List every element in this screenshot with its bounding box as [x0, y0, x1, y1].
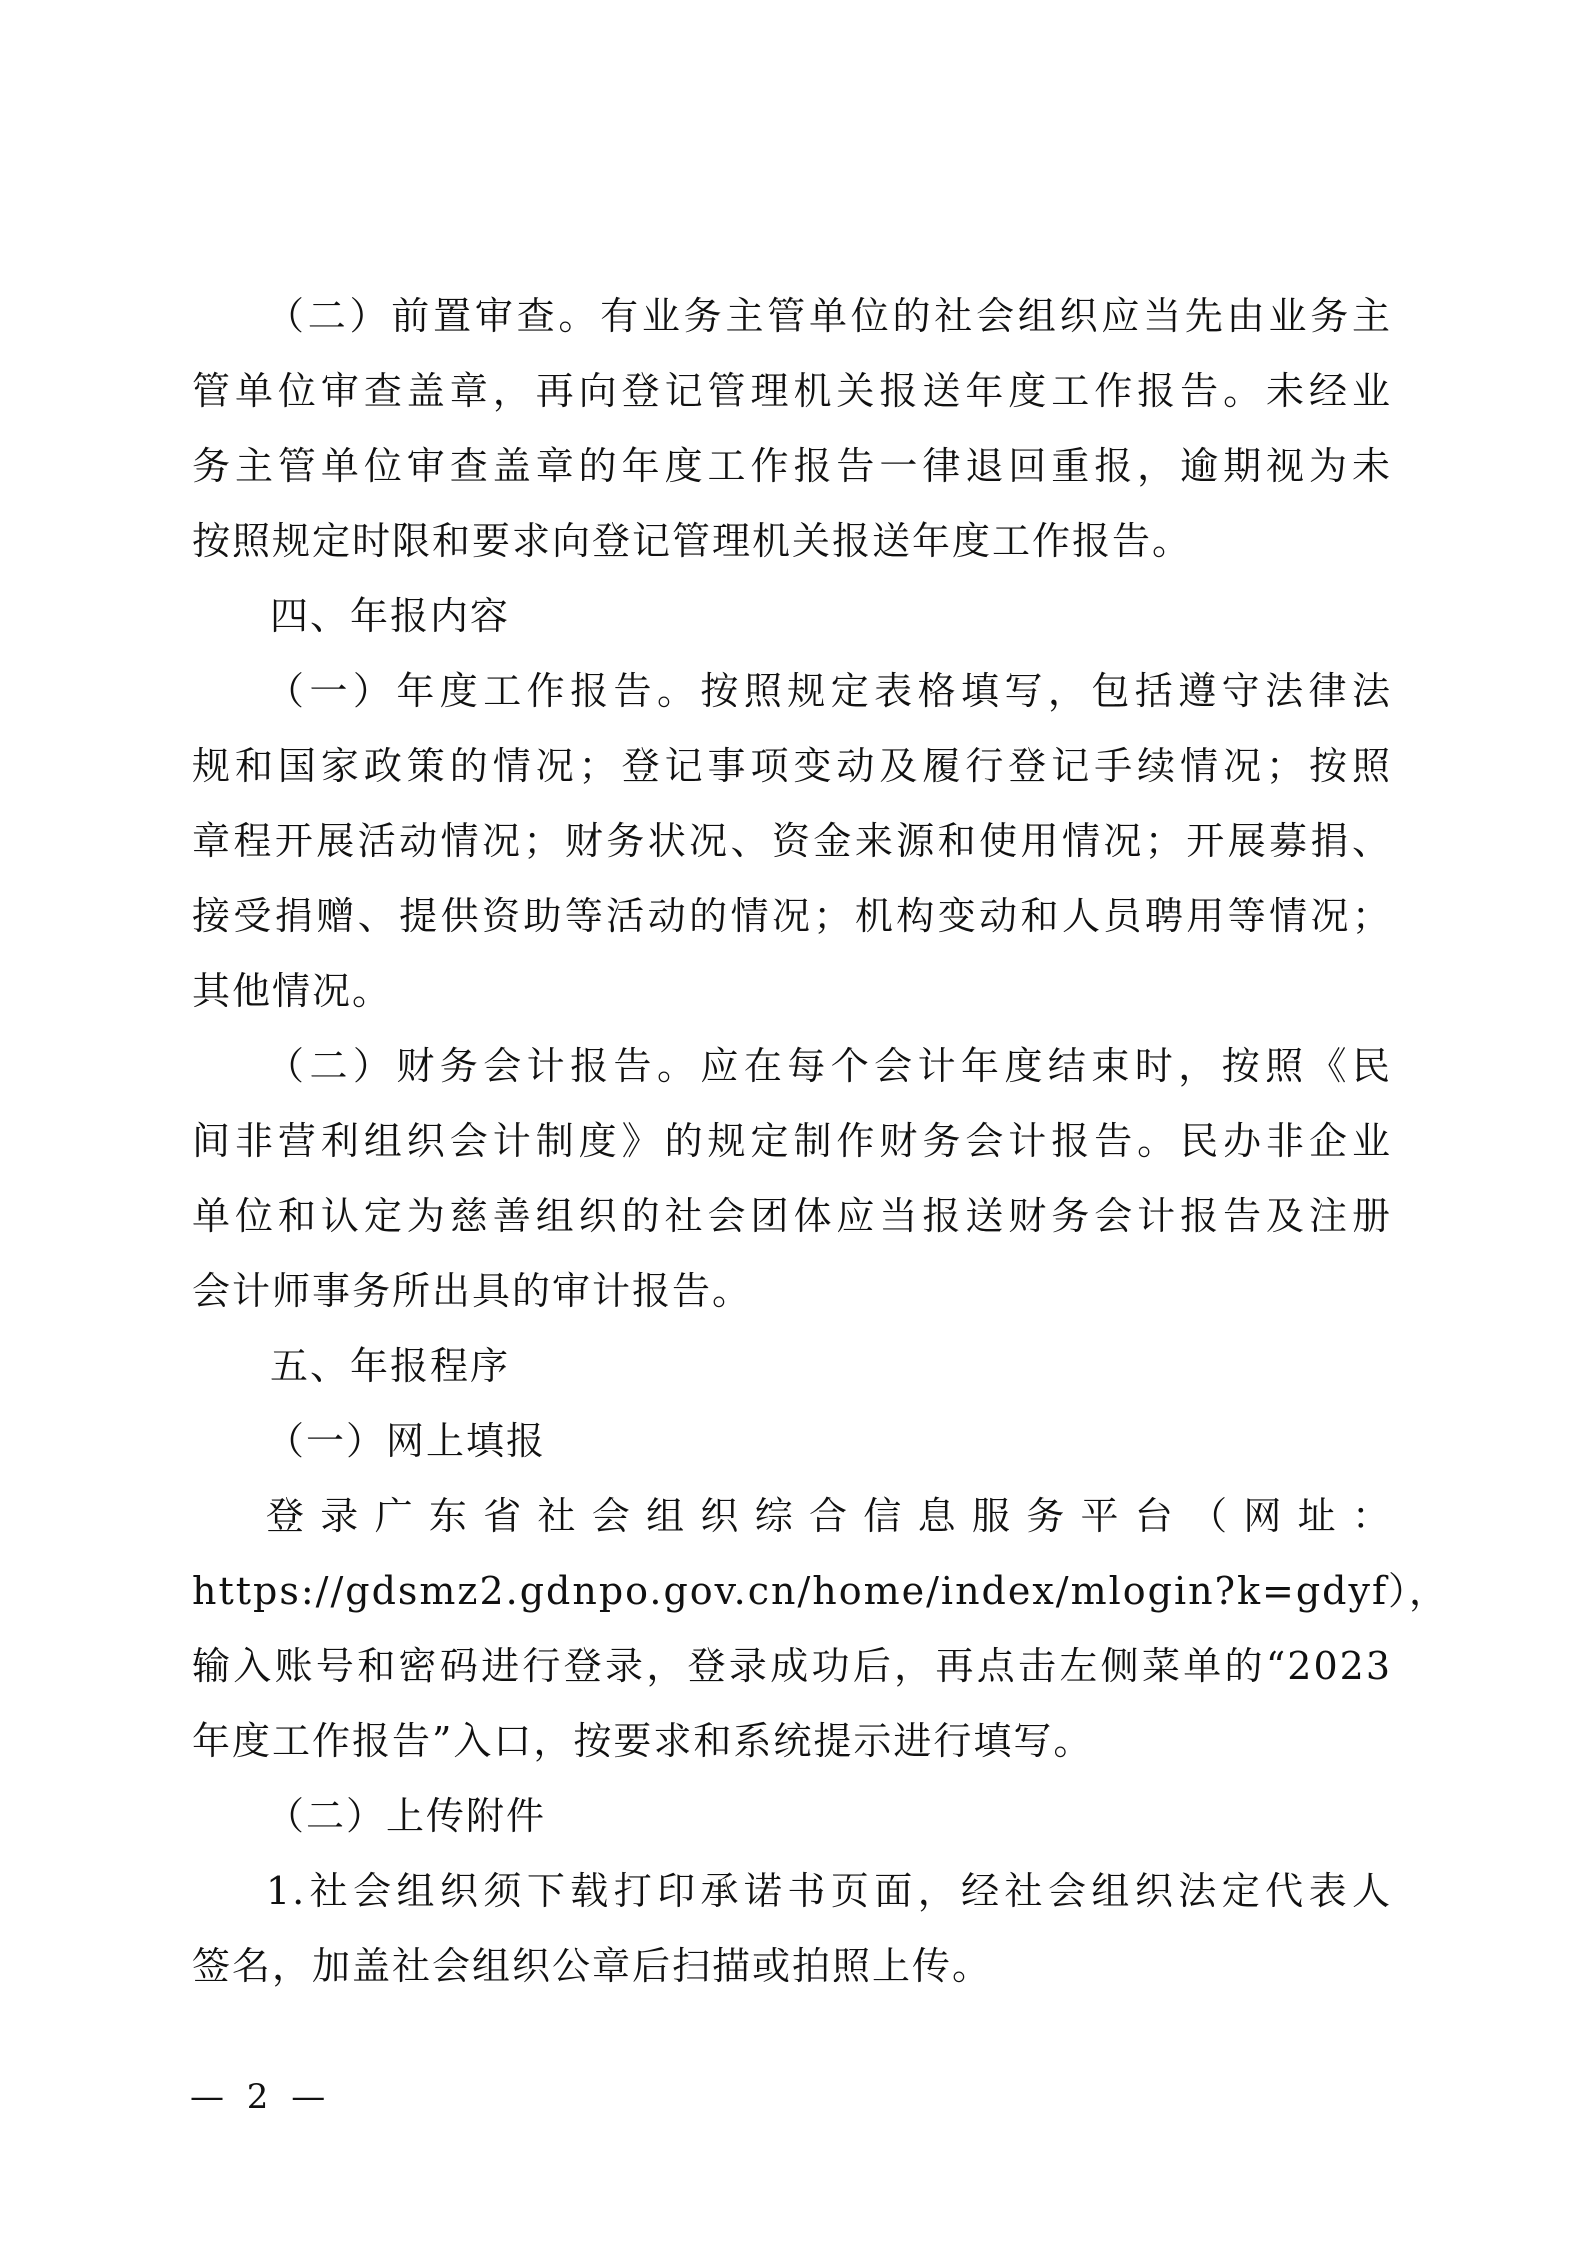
paragraph-line: （二）前置审查。有业务主管单位的社会组织应当先由业务主	[266, 294, 1392, 338]
paragraph-line: 按照规定时限和要求向登记管理机关报送年度工作报告。	[192, 519, 1193, 563]
paragraph-line: 1.社会组织须下载打印承诺书页面，经社会组织法定代表人	[266, 1869, 1392, 1913]
paragraph-line: 单位和认定为慈善组织的社会团体应当报送财务会计报告及注册	[192, 1194, 1392, 1238]
paragraph-line: 输入账号和密码进行登录，登录成功后，再点击左侧菜单的“2023	[192, 1644, 1392, 1688]
paragraph-line: （一）年度工作报告。按照规定表格填写，包括遵守法律法	[266, 669, 1392, 713]
page-number: — 2 —	[190, 2077, 332, 2117]
paragraph-line: 接受捐赠、提供资助等活动的情况；机构变动和人员聘用等情况；	[192, 894, 1392, 938]
paragraph-line: 登录广东省社会组织综合信息服务平台（网址：	[266, 1494, 1392, 1538]
paragraph-line: 年度工作报告”入口，按要求和系统提示进行填写。	[192, 1719, 1094, 1763]
paragraph-line: 章程开展活动情况；财务状况、资金来源和使用情况；开展募捐、	[192, 819, 1392, 863]
subsection-title: （二）上传附件	[266, 1794, 547, 1838]
paragraph-line: 规和国家政策的情况；登记事项变动及履行登记手续情况；按照	[192, 744, 1392, 788]
subsection-title: （一）网上填报	[266, 1419, 547, 1463]
paragraph-line: （二）财务会计报告。应在每个会计年度结束时，按照《民	[266, 1044, 1392, 1088]
platform-url: https://gdsmz2.gdnpo.gov.cn/home/index/mlogin?k=gdyf），	[192, 1569, 1450, 1613]
paragraph-line: 其他情况。	[192, 969, 393, 1013]
section-heading: 四、年报内容	[270, 594, 511, 638]
paragraph-line: 签名，加盖社会组织公章后扫描或拍照上传。	[192, 1944, 993, 1988]
paragraph-line: 务主管单位审查盖章的年度工作报告一律退回重报，逾期视为未	[192, 444, 1392, 488]
paragraph-line: 间非营利组织会计制度》的规定制作财务会计报告。民办非企业	[192, 1119, 1392, 1163]
paragraph-line: 会计师事务所出具的审计报告。	[192, 1269, 753, 1313]
paragraph-line: 管单位审查盖章，再向登记管理机关报送年度工作报告。未经业	[192, 369, 1392, 413]
section-heading: 五、年报程序	[270, 1344, 511, 1388]
